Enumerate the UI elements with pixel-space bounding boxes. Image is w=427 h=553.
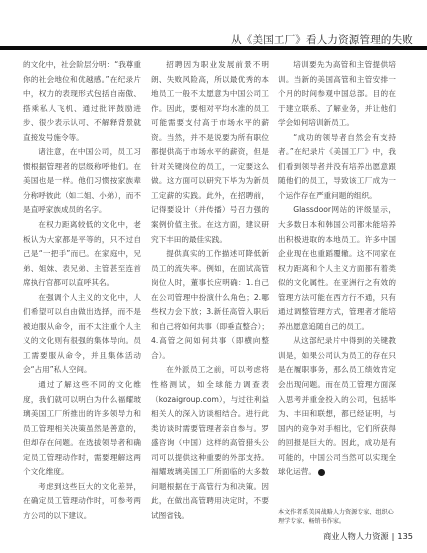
paragraph: 培训要先为高管和主管提供培训。当新的美国高管和主管安排一个月的时间参观中国总部。目的在于建立联系、了解业务，并让他们学会如何培训新员工。 (278, 60, 396, 128)
paragraph: 的文化中，社会阶层分明：“我尊重你的社会地位和优越感。”在纪录片中，权力的表现形式包括自南傲、搭乘私人飞机、通过批评鼓励进步、很少表示认可、不解释背景就直接发号施令等。 (23, 60, 141, 142)
page-footer (323, 531, 413, 542)
paragraph: Glassdoor网站的评级显示，大多数日本和韩国公司都未能培养出积极进取的本地员工。许多中国企业现在也重蹈覆辙。这不同家在权力距离和个人主义方面都有着类似的文化属性。在亚洲行之有效的管理方法可能在西方行不通，只有通过调整管理方式，管理者才能培养出愿意追随自己的员工。 (278, 205, 396, 331)
paragraph (278, 334, 396, 479)
header-rule (0, 46, 427, 50)
header-title: 从《美国工厂》看人力资源管理的失败 (231, 34, 413, 46)
paragraph: 提供真实的工作描述可降低新员工的流失率。例如，在面试高管岗位人时，董事长应明确：1.自己在公司管理中扮演什么角色；2.哪些权力会下放；3.新任高管入职后和自己将如何共事（即垂直整合）；4.高管之间如何共事（即横向整合）。 (151, 249, 269, 360)
author-note: 本文作者系美国战略人力资源专家、组织心理学专家、畅销书作家。 (278, 509, 394, 525)
paragraph: 招聘因为职业发展前景不明朗、失败风险高，所以最优秀的本地员工一般不太愿意为中国公司工作。因此，要相对平均水准的员工可能需要支付高于市场水平的薪资。当然，并不是说要为所有职位都提供高于市场水平的薪资，但是针对关键岗位的员工，一定要这么做。这方面可以研究下毕为为新员工定薪的实践。此外，在招聘前，记得要设计（并传播）号召力强的案例价值主张。在这方面，建议研究下丰田的最佳实践。 (151, 60, 269, 244)
footer-separator: | (391, 531, 395, 541)
page-number: 135 (397, 531, 413, 541)
paragraph: 在外派员工之前，可以考虑将性格测试，如全球能力调查表（kozaigroup.com），与过往利益相关人的深入访谈相结合。进行此类访谈时需要管理者亲自参与。罗盛咨询（中国）这样的高管猎头公司可以提供这种重要的外部支持。福耀玻璃美国工厂所面临的大多数问题根据在于高管行为和决策。因此，在做出高管聘用决定时，不要试图省钱。 (151, 365, 269, 520)
article-column-2 (151, 58, 269, 524)
paragraph: 在权力距离较低的文化中，老板认为大家都是平等的，只不过自己是“一把手”而已。在家庭中，兄弟、姐妹、表兄弟、主管甚至连首席执行官都可以直呼其名。 (23, 220, 141, 288)
magazine-name: 商业人物人力资源 (323, 531, 389, 541)
paragraph-text: 从这部纪录片中得到的关键教训是，如果公司认为员工的存在只是在履职事务，那么员工绩效肯定会出现问题。而在员工管理方面深入思考并重金投入的公司，包括毕为、丰田和联想，都已经证明，与国内的竞争对手相比，它们所获得的回报是巨大的。因此，成功是有可能的，中国公司当然可以实现全球化运营。 (278, 336, 396, 477)
paragraph: 在强调个人主义的文化中，人们希望可以自由做出选择，而不是被迫服从命令，而不太注重个人主义的文化则有很强的集体导向。员工需要服从命令，并且集体活动会“占用”私人空间。 (23, 292, 141, 375)
paragraph: “成功的领导者自然会有支持者。”在纪录片《美国工厂》中，我们看到领导者并没有培养出愿意跟随他们的员工，导致该工厂成为一个运作存在严重问题的组织。 (278, 132, 396, 200)
paragraph: 考虑到这些巨大的文化差异，在确定员工管理动作时，可参考两方公司的以下建议。 (23, 481, 141, 520)
paragraph: 通过了解这些不同的文化维度，我们就可以明白为什么福耀玻璃美国工厂所推出的许多领导力和员工管理相关决策虽然是善意的，但却存在问题。在选拔领导者和确定员工管理动作时，需要理解这两个文化维度。 (23, 380, 141, 477)
article-column-1 (23, 58, 141, 524)
article-column-3 (278, 58, 396, 480)
header-band (0, 0, 427, 62)
end-of-article-icon (318, 469, 325, 476)
paragraph: 诸注意，在中国公司，员工习惯根据管理者的层级称呼他们。在美国也是一样。他们习惯按家族辈分称呼彼此（如二姐、小弟），而不是直呼家族成员的名字。 (23, 147, 141, 215)
